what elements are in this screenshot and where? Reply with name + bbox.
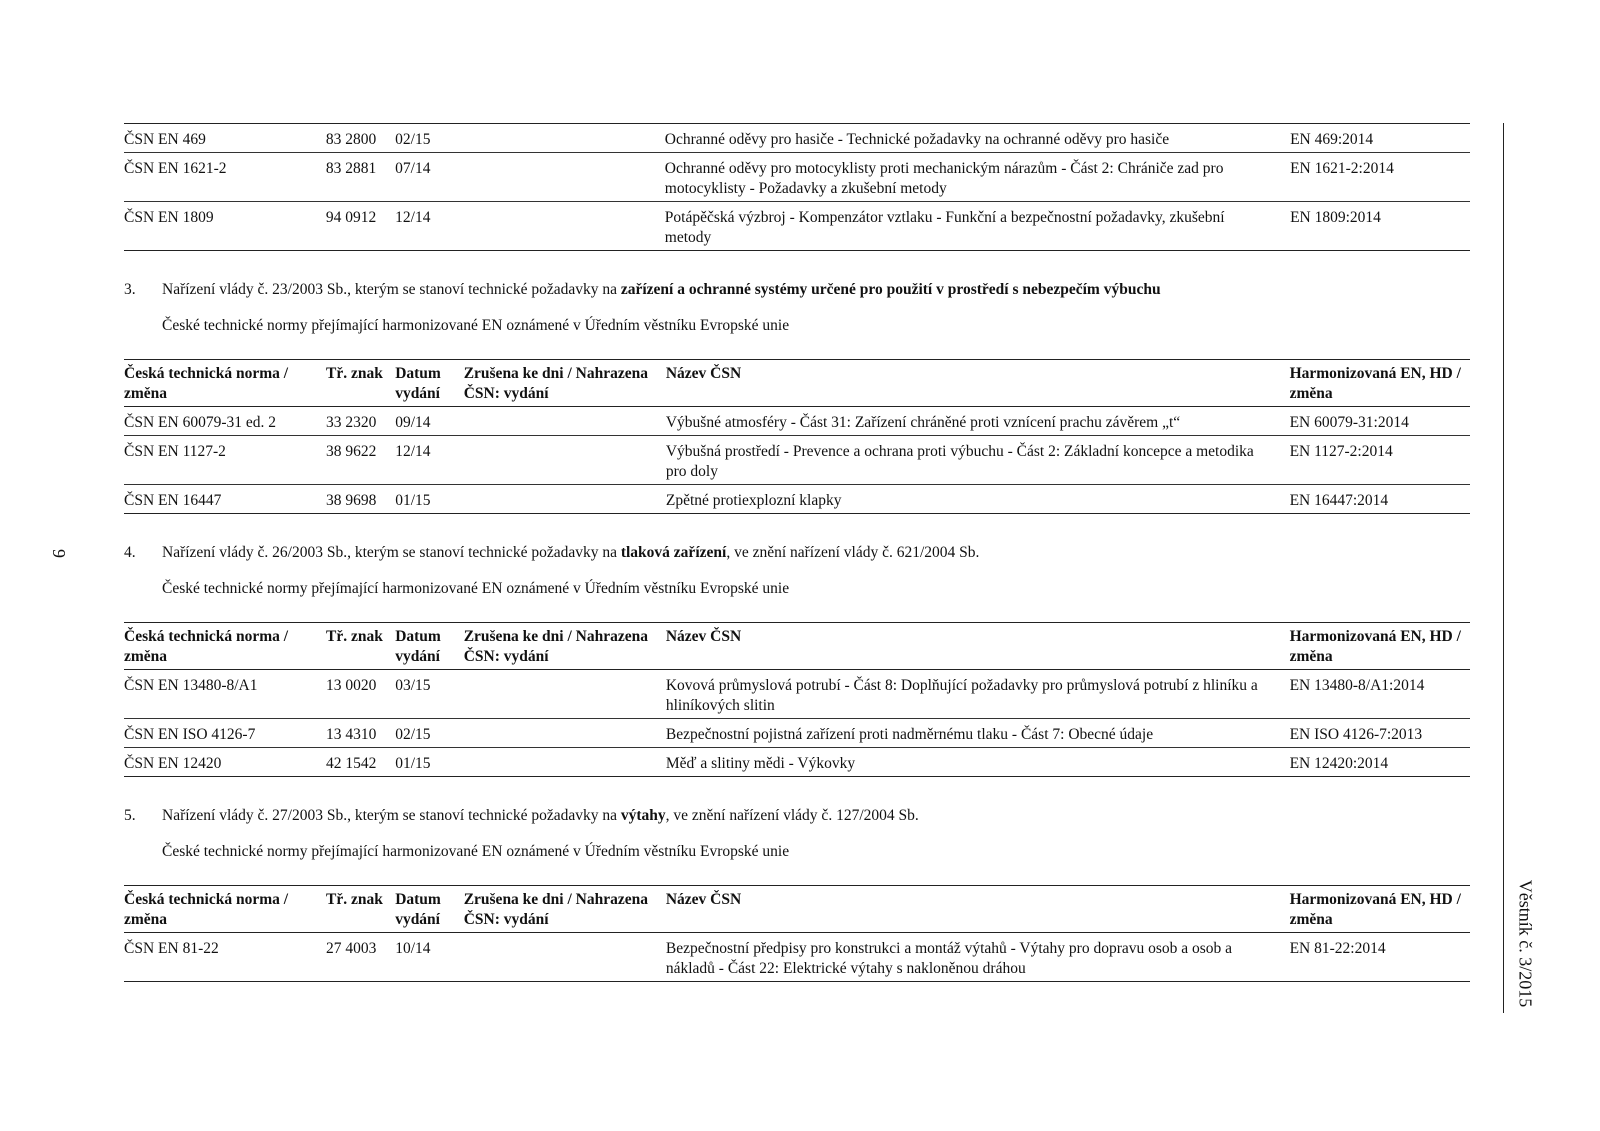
norm-id: ČSN EN 12420 [124, 755, 222, 772]
issue-date: 02/15 [395, 131, 431, 148]
issue-date: 12/14 [395, 443, 431, 460]
table-row [124, 202, 1470, 251]
journal-issue-label: Věstník č. 3/2015 [1515, 879, 1536, 1008]
class-code: 38 9622 [326, 443, 377, 460]
norm-title: Potápěčská výzbroj - Kompenzátor vztlaku - Funkční a bezpečnostní požadavky, zkušební metody [664, 209, 1225, 246]
section-text: Nařízení vlády č. 27/2003 Sb., kterým se stanoví technické požadavky na [162, 807, 621, 824]
withdrawn-info [464, 485, 666, 514]
table-header-row [124, 886, 1470, 933]
col-header-withdrawn: Zrušena ke dni / Nahrazena ČSN: vydání [463, 365, 648, 402]
section-5-subtitle: České technické normy přejímající harmonizované EN oznámené v Úředním věstníku Evropské unie [162, 843, 790, 860]
margin-rule [1503, 123, 1504, 1013]
col-header-date: Datum vydání [395, 365, 441, 402]
withdrawn-info [464, 670, 666, 719]
harmonized-en: EN 81-22:2014 [1289, 940, 1386, 957]
issue-date: 03/15 [395, 677, 431, 694]
harmonized-en: EN 469:2014 [1290, 131, 1374, 148]
norm-id: ČSN EN 1809 [124, 209, 214, 226]
withdrawn-info [464, 748, 666, 777]
issue-date: 01/15 [395, 755, 431, 772]
issue-date: 01/15 [395, 492, 431, 509]
class-code: 83 2800 [325, 131, 377, 148]
col-header-norm: Česká technická norma / změna [124, 365, 289, 402]
class-code: 33 2320 [326, 414, 377, 431]
class-code: 42 1542 [326, 755, 377, 772]
norm-id: ČSN EN ISO 4126-7 [124, 726, 256, 743]
class-code: 13 4310 [326, 726, 377, 743]
col-header-class: Tř. znak [326, 891, 383, 908]
section-subject: výtahy [620, 807, 666, 824]
class-code: 94 0912 [325, 209, 377, 226]
norm-title: Bezpečnostní pojistná zařízení proti nadměrnému tlaku - Část 7: Obecné údaje [665, 726, 1154, 743]
table-row [124, 670, 1470, 719]
norm-title: Bezpečnostní předpisy pro konstrukci a montáž výtahů - Výtahy pro dopravu osob a osob a nákladů - Část 22: Elektrické výtahy s nakloněnou dráhou [665, 940, 1233, 977]
table-row [124, 124, 1470, 153]
issue-date: 09/14 [395, 414, 431, 431]
harmonized-en: EN 60079-31:2014 [1289, 414, 1409, 431]
withdrawn-info [464, 436, 666, 485]
table-row [124, 719, 1470, 748]
norm-id: ČSN EN 13480-8/A1 [124, 677, 258, 694]
norm-title: Ochranné oděvy pro motocyklisty proti mechanickým nárazům - Část 2: Chrániče zad pro motocyklisty - Požadavky a zkušební metody [664, 160, 1224, 197]
withdrawn-info [464, 407, 666, 436]
withdrawn-info [464, 153, 665, 202]
class-code: 13 0020 [326, 677, 377, 694]
section-number: 5. [124, 807, 136, 824]
section-text: Nařízení vlády č. 23/2003 Sb., kterým se stanoví technické požadavky na [162, 281, 621, 298]
harmonized-en: EN 1809:2014 [1290, 209, 1381, 226]
norm-id: ČSN EN 469 [124, 131, 206, 148]
section-text: Nařízení vlády č. 26/2003 Sb., kterým se stanoví technické požadavky na [162, 544, 621, 561]
norms-table-continued [124, 123, 1470, 251]
issue-date: 10/14 [395, 940, 431, 957]
norm-id: ČSN EN 16447 [124, 492, 222, 509]
harmonized-en: EN ISO 4126-7:2013 [1289, 726, 1423, 743]
issue-date: 02/15 [395, 726, 431, 743]
harmonized-en: EN 12420:2014 [1289, 755, 1389, 772]
harmonized-en: EN 1127-2:2014 [1289, 443, 1393, 460]
withdrawn-info [464, 719, 666, 748]
table-row [124, 485, 1470, 514]
col-header-title: Název ČSN [665, 891, 742, 908]
section-text-after: , ve znění nařízení vlády č. 621/2004 Sb. [726, 544, 980, 561]
table-header-row [124, 360, 1470, 407]
class-code: 27 4003 [326, 940, 377, 957]
norm-title: Měď a slitiny mědi - Výkovky [665, 755, 856, 772]
norms-table-section-3 [124, 359, 1470, 514]
section-3-subtitle: České technické normy přejímající harmonizované EN oznámené v Úředním věstníku Evropské unie [162, 317, 790, 334]
col-header-withdrawn: Zrušena ke dni / Nahrazena ČSN: vydání [463, 891, 648, 928]
section-4-subtitle: České technické normy přejímající harmonizované EN oznámené v Úředním věstníku Evropské unie [162, 580, 790, 597]
norms-table-section-4 [124, 622, 1470, 777]
section-number: 4. [124, 544, 136, 561]
section-text-after: , ve znění nařízení vlády č. 127/2004 Sb. [665, 807, 919, 824]
table-row [124, 933, 1470, 982]
norm-id: ČSN EN 81-22 [124, 940, 219, 957]
norm-title: Zpětné protiexplozní klapky [665, 492, 842, 509]
norm-title: Výbušná prostředí - Prevence a ochrana proti výbuchu - Část 2: Základní koncepce a metodika pro doly [665, 443, 1254, 480]
norm-title: Kovová průmyslová potrubí - Část 8: Doplňující požadavky pro průmyslová potrubí z hliníku a hliníkových slitin [665, 677, 1258, 714]
table-row [124, 153, 1470, 202]
class-code: 38 9698 [326, 492, 377, 509]
page-number: 9 [49, 549, 69, 558]
col-header-class: Tř. znak [326, 628, 383, 645]
withdrawn-info [464, 202, 665, 251]
section-3-heading [124, 280, 1424, 300]
col-header-class: Tř. znak [326, 365, 383, 382]
harmonized-en: EN 16447:2014 [1289, 492, 1389, 509]
table-row [124, 407, 1470, 436]
col-header-title: Název ČSN [665, 628, 742, 645]
col-header-harmonized: Harmonizovaná EN, HD / změna [1289, 891, 1461, 928]
section-number: 3. [124, 281, 136, 298]
withdrawn-info [464, 933, 666, 982]
section-5-heading [124, 806, 1424, 826]
norm-id: ČSN EN 1127-2 [124, 443, 226, 460]
table-row [124, 436, 1470, 485]
harmonized-en: EN 13480-8/A1:2014 [1289, 677, 1425, 694]
norm-id: ČSN EN 1621-2 [124, 160, 227, 177]
class-code: 83 2881 [325, 160, 377, 177]
col-header-norm: Česká technická norma / změna [124, 891, 289, 928]
section-subject: zařízení a ochranné systémy určené pro použití v prostředí s nebezpečím výbuchu [620, 281, 1161, 298]
col-header-harmonized: Harmonizovaná EN, HD / změna [1289, 628, 1461, 665]
section-4-heading [124, 543, 1424, 563]
col-header-harmonized: Harmonizovaná EN, HD / změna [1289, 365, 1461, 402]
table-header-row [124, 623, 1470, 670]
table-row [124, 748, 1470, 777]
harmonized-en: EN 1621-2:2014 [1290, 160, 1394, 177]
norm-id: ČSN EN 60079-31 ed. 2 [124, 414, 276, 431]
col-header-withdrawn: Zrušena ke dni / Nahrazena ČSN: vydání [463, 628, 648, 665]
col-header-title: Název ČSN [665, 365, 742, 382]
section-subject: tlaková zařízení [620, 544, 727, 561]
norm-title: Výbušné atmosféry - Část 31: Zařízení chráněné proti vznícení prachu závěrem „t“ [665, 414, 1181, 431]
norm-title: Ochranné oděvy pro hasiče - Technické požadavky na ochranné oděvy pro hasiče [664, 131, 1170, 148]
withdrawn-info [464, 124, 665, 153]
col-header-norm: Česká technická norma / změna [124, 628, 289, 665]
norms-table-section-5 [124, 885, 1470, 982]
issue-date: 07/14 [395, 160, 431, 177]
col-header-date: Datum vydání [395, 628, 441, 665]
col-header-date: Datum vydání [395, 891, 441, 928]
issue-date: 12/14 [395, 209, 431, 226]
